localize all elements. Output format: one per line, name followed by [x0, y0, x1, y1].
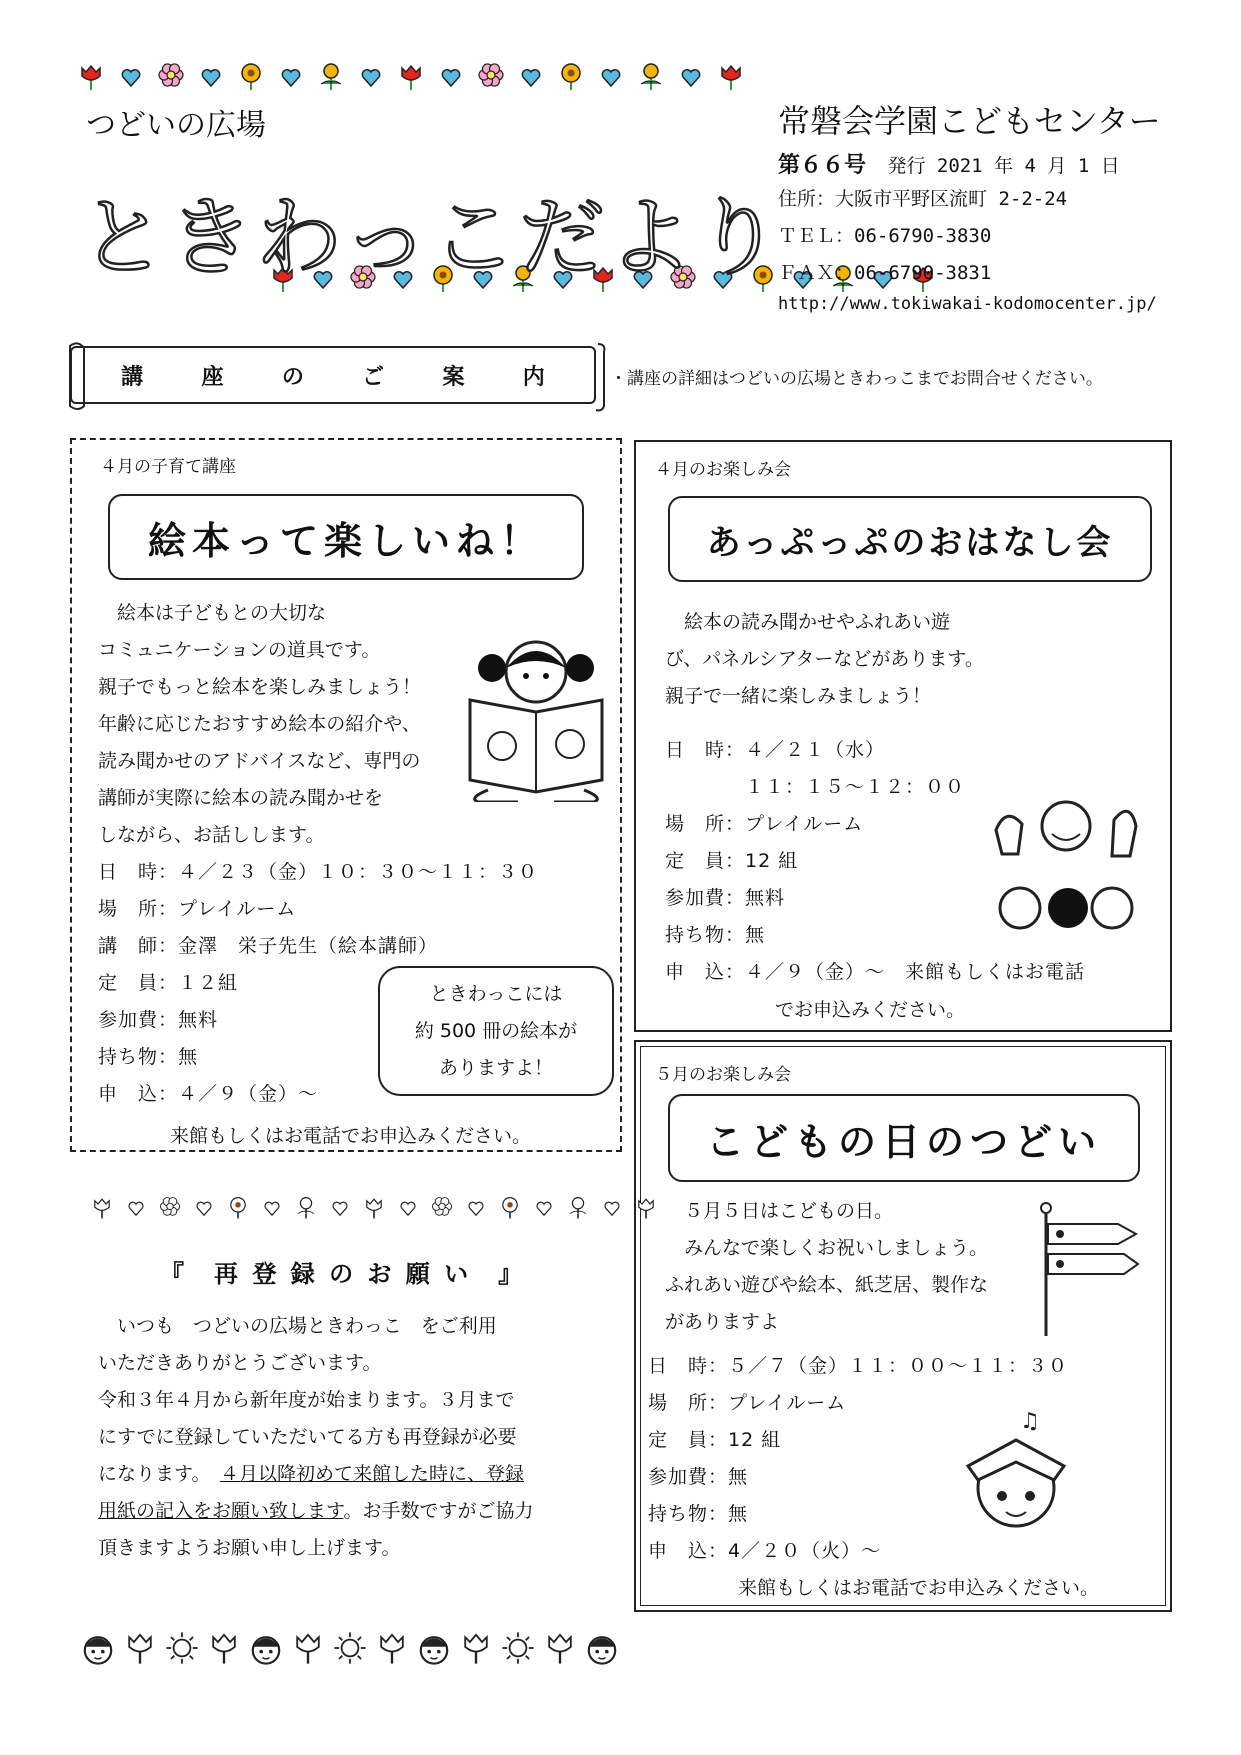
detail-place: 場 所：プレイルーム: [98, 898, 297, 920]
tulip-icon: [290, 1630, 326, 1666]
underlined-text: ４月以降初めて来館した時に、登録: [219, 1463, 524, 1485]
course-description: [98, 595, 421, 854]
body-line: いただきありがとうございます。: [98, 1352, 382, 1374]
description-line: 絵本の読み聞かせやふれあい遊: [665, 611, 951, 633]
detail-apply: 申 込：4／２０（火）～: [648, 1540, 882, 1562]
reregister-body: [98, 1308, 534, 1567]
description-line: 親子で一緒に楽しみましょう！: [665, 685, 932, 707]
body-text: になります。: [98, 1463, 220, 1485]
sprout-flower-icon: [566, 1196, 590, 1220]
sprout-flower-icon: [294, 1196, 318, 1220]
bubble-line: 約 500 冊の絵本が: [414, 1020, 578, 1042]
banner-note: ・講座の詳細はつどいの広場ときわっこまでお問合せください。: [610, 369, 1103, 389]
tulip-icon: [396, 62, 426, 92]
course-description: [665, 604, 984, 715]
course-apply-note: 来館もしくはお電話でお申込みください。: [738, 1577, 1100, 1599]
body-line: にすでに登録していただいてる方も再登録が必要: [98, 1426, 517, 1448]
detail-apply: 申 込：４／９（金）～ 来館もしくはお電話: [665, 961, 1086, 983]
footer-children-row: [80, 1630, 620, 1666]
course-caption: ４月の子育て講座: [100, 457, 236, 477]
course-apply-note: 来館もしくはお電話でお申込みください。: [170, 1125, 532, 1147]
tulip-icon: [716, 62, 746, 92]
flower-icon: [158, 1196, 182, 1220]
heart-icon: [464, 1196, 488, 1220]
description-line: 絵本は子どもとの大切な: [98, 602, 327, 624]
course-title: あっぷっぷのおはなし会: [668, 496, 1152, 582]
flower-icon: [430, 1196, 454, 1220]
description-line: ふれあい遊びや絵本、紙芝居、製作な: [665, 1274, 989, 1296]
heart-icon: [260, 1196, 284, 1220]
organization-name: 常磐会学園こどもセンター: [778, 102, 1161, 140]
heart-icon: [396, 1196, 420, 1220]
detail-time: １１：１５～１２：００: [665, 776, 966, 798]
banner-char: ご: [362, 364, 385, 390]
newsletter-subtitle: つどいの広場: [86, 108, 266, 143]
detail-place: 場 所：プレイルーム: [648, 1392, 847, 1414]
course-caption: ５月のお楽しみ会: [655, 1065, 791, 1085]
issue-line: [778, 148, 1120, 179]
description-line: 講師が実際に絵本の読み聞かせを: [98, 787, 384, 809]
website-url[interactable]: http://www.tokiwakai-kodomocenter.jp/: [778, 294, 1157, 314]
heart-icon: [600, 1196, 624, 1220]
sunflower-icon: [556, 62, 586, 92]
tulip-icon: [206, 1630, 242, 1666]
banner-char: 座: [201, 364, 224, 390]
detail-items: 持ち物：無: [98, 1046, 199, 1068]
bubble-line: ときわっこには: [429, 983, 563, 1005]
heart-icon: [356, 62, 386, 92]
detail-datetime: 日 時：４／２３（金）１０：３０～１１：３０: [98, 861, 539, 883]
heart-icon: [436, 62, 466, 92]
banner-char: 講: [121, 364, 144, 390]
tulip-icon: [90, 1196, 114, 1220]
detail-place: 場 所：プレイルーム: [665, 813, 864, 835]
body-line: いつも つどいの広場ときわっこ をご利用: [98, 1315, 497, 1337]
flower-icon: [476, 62, 506, 92]
heart-icon: [116, 62, 146, 92]
course-title: 絵本って楽しいね！: [108, 494, 584, 580]
svg-text:♫: ♫: [1020, 1409, 1040, 1434]
flower-icon: [156, 62, 186, 92]
tulip-icon: [634, 1196, 658, 1220]
child-face-icon: [80, 1630, 116, 1666]
course-title: こどもの日のつどい: [668, 1094, 1140, 1182]
sunflower-icon: [236, 62, 266, 92]
course-caption: ４月のお楽しみ会: [655, 460, 791, 480]
newsletter-title: ときわっこだより: [80, 188, 784, 288]
sun-icon: [500, 1630, 536, 1666]
header-flower-row-top: [76, 62, 746, 92]
issue-date: 発行 2021 年 4 月 1 日: [887, 155, 1120, 177]
heart-icon: [196, 62, 226, 92]
telephone: ＴＥＬ：06-6790-3830: [778, 225, 992, 247]
tulip-icon: [458, 1630, 494, 1666]
girl-reading-icon: [458, 632, 614, 802]
course-apply-note: でお申込みください。: [775, 999, 966, 1021]
child-face-icon: [248, 1630, 284, 1666]
description-line: 年齢に応じたおすすめ絵本の紹介や、: [98, 713, 421, 735]
heart-icon: [676, 62, 706, 92]
body-line: [98, 1456, 534, 1493]
detail-datetime: 日 時：５／７（金）１１：００～１１：３０: [648, 1355, 1069, 1377]
book-count-bubble: [378, 966, 614, 1096]
banner-char: の: [281, 364, 304, 390]
description-line: び、パネルシアターなどがあります。: [665, 648, 984, 670]
detail-capacity: 定 員：１２組: [98, 972, 239, 994]
tulip-icon: [76, 62, 106, 92]
detail-lecturer: 講 師：金澤 栄子先生（絵本講師）: [98, 935, 439, 957]
body-text: 。お手数ですがご協力: [343, 1500, 534, 1522]
sun-icon: [164, 1630, 200, 1666]
heart-icon: [596, 62, 626, 92]
tulip-icon: [542, 1630, 578, 1666]
description-line: しながら、お話しします。: [98, 824, 325, 846]
reregister-title: 『 再 登 録 の お 願 い 』: [160, 1260, 526, 1288]
sun-icon: [332, 1630, 368, 1666]
sunflower-icon: [226, 1196, 250, 1220]
detail-apply: 申 込：４／９（金）～: [98, 1083, 319, 1105]
child-face-icon: [416, 1630, 452, 1666]
samurai-helmet-child-icon: [950, 1406, 1080, 1536]
sprout-flower-icon: [636, 62, 666, 92]
heart-icon: [516, 62, 546, 92]
body-line: [98, 1493, 534, 1530]
description-line: 親子でもっと絵本を楽しみましょう！: [98, 676, 422, 698]
body-line: 頂きますようお願い申し上げます。: [98, 1537, 401, 1559]
underlined-text: 用紙の記入をお願い致します: [98, 1500, 344, 1522]
description-line: 読み聞かせのアドバイスなど、専門の: [98, 750, 421, 772]
child-face-icon: [584, 1630, 620, 1666]
heart-icon: [532, 1196, 556, 1220]
heart-icon: [192, 1196, 216, 1220]
detail-capacity: 定 員：12 組: [665, 850, 799, 872]
course-description: [665, 1193, 988, 1341]
detail-items: 持ち物：無: [665, 924, 766, 946]
description-line: みんなで楽しくお祝いしましょう。: [665, 1237, 989, 1259]
banner-char: 案: [442, 364, 465, 390]
address: 住所：大阪市平野区流町 2-2-24: [778, 188, 1068, 210]
banner-char: 内: [522, 364, 545, 390]
description-line: コミュニケーションの道具です。: [98, 639, 381, 661]
detail-datetime: 日 時：４／２１（水）: [665, 739, 886, 761]
issue-number: 第６６号: [778, 153, 867, 178]
fax: ＦＡＸ：06-6790-3831: [778, 262, 992, 284]
scroll-curl-icon: [62, 338, 608, 412]
detail-fee: 参加費：無: [648, 1466, 749, 1488]
puppet-show-icon: [990, 790, 1140, 940]
heart-icon: [124, 1196, 148, 1220]
sunflower-icon: [498, 1196, 522, 1220]
detail-items: 持ち物：無: [648, 1503, 749, 1525]
body-line: 令和３年４月から新年度が始まります。３月まで: [98, 1389, 515, 1411]
tulip-icon: [362, 1196, 386, 1220]
tulip-icon: [122, 1630, 158, 1666]
carp-streamer-icon: [1030, 1200, 1140, 1340]
tulip-icon: [374, 1630, 410, 1666]
description-line: がありますよ: [665, 1311, 780, 1333]
description-line: ５月５日はこどもの日。: [665, 1200, 894, 1222]
sprout-flower-icon: [316, 62, 346, 92]
detail-fee: 参加費：無料: [98, 1009, 219, 1031]
heart-icon: [328, 1196, 352, 1220]
heart-icon: [276, 62, 306, 92]
detail-capacity: 定 員：12 組: [648, 1429, 782, 1451]
bubble-line: ありますよ！: [438, 1057, 553, 1079]
section-flower-row: [90, 1196, 658, 1220]
detail-fee: 参加費：無料: [665, 887, 786, 909]
